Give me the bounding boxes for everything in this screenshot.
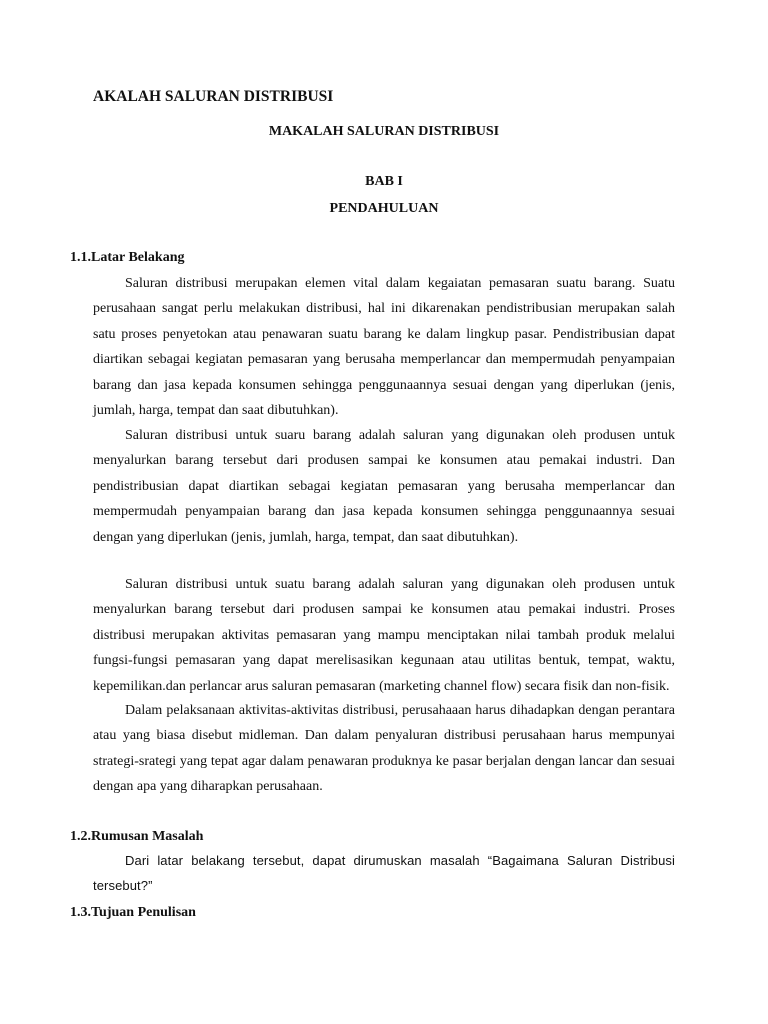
chapter-number: BAB I: [365, 174, 403, 189]
paragraph-latar-belakang-2: Saluran distribusi untuk suaru barang adalah saluran yang digunakan oleh produsen untuk menyalurkan barang tersebut dari produsen sampai ke konsumen atau pemakai industri. Dan pendistribusian dapat diartikan sebagai kegiatan pemasaran yang berusaha memperlancar dan mempermudah penyampaian barang dan jasa kepada konsumen sehingga penggunaannya sesuai dengan yang diperlukan (jenis, jumlah, harga, tempat, dan saat dibutuhkan).: [93, 428, 675, 545]
document-header: AKALAH SALURAN DISTRIBUSI: [93, 88, 334, 105]
paragraph-rumusan-masalah: Dari latar belakang tersebut, dapat dirumuskan masalah “Bagaimana Saluran Distribusi tersebut?”: [93, 853, 675, 894]
section-heading-rumusan-masalah: 1.2.Rumusan Masalah: [70, 829, 204, 844]
paragraph-latar-belakang-1: Saluran distribusi merupakan elemen vital dalam kegaiatan pemasaran suatu barang. Suatu perusahaan sangat perlu melakukan distribusi, hal ini dikarenakan pendistribusian merupakan salah satu proses penyetokan atau penawaran suatu barang ke dalam lingkup pasar. Pendistribusian dapat diartikan sebagai kegiatan pemasaran yang berusaha memperlancar dan mempermudah penyampaian barang dan jasa kepada konsumen sehingga penggunaannya sesuai dengan yang diperlukan (jenis, jumlah, harga, tempat dan saat dibutuhkan).: [93, 276, 675, 419]
document-title: MAKALAH SALURAN DISTRIBUSI: [268, 124, 500, 139]
paragraph-latar-belakang-3: Saluran distribusi untuk suatu barang adalah saluran yang digunakan oleh produsen untuk menyalurkan barang tersebut dari produsen sampai ke konsumen atau pemakai industri. Proses distribusi merupakan aktivitas pemasaran yang mampu menciptakan nilai tambah produk melalui fungsi-fungsi pemasaran yang dapat merelisasikan kegunaan atau utilitas bentuk, tempat, waktu, kepemilikan.dan perlancar arus saluran pemasaran (marketing channel flow) secara fisik dan non-fisik.: [93, 577, 675, 694]
chapter-title: PENDAHULUAN: [329, 201, 439, 216]
paragraph-latar-belakang-4: Dalam pelaksanaan aktivitas-aktivitas distribusi, perusahaaan harus dihadapkan dengan perantara atau yang biasa disebut midleman. Dan dalam penyaluran distribusi perusahaan harus mempunyai strategi-srategi yang tepat agar dalam penawaran produknya ke pasar berjalan dengan lancar dan sesuai dengan apa yang diharapkan perusahaan.: [93, 703, 675, 795]
section-heading-tujuan-penulisan: 1.3.Tujuan Penulisan: [70, 905, 196, 920]
section-heading-latar-belakang: 1.1.Latar Belakang: [70, 250, 185, 265]
